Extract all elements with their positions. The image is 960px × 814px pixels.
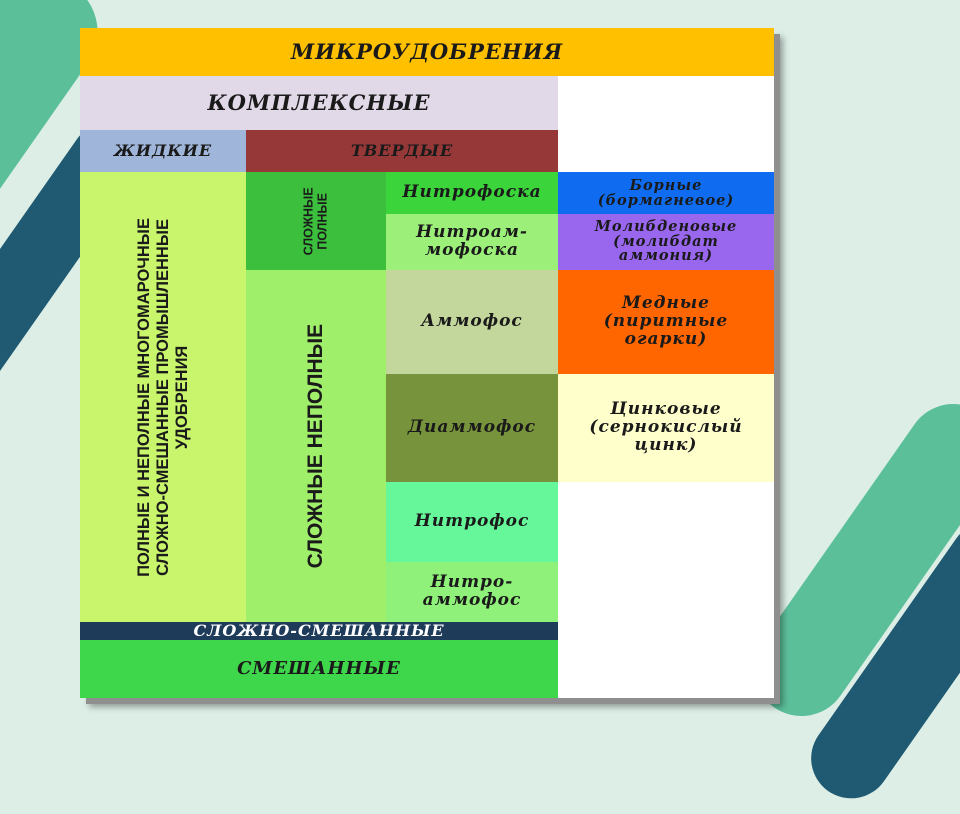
complex-mixed-band: СЛОЖНО-СМЕШАННЫЕ xyxy=(80,622,558,640)
complex-full-line-1: СЛОЖНЫЕ xyxy=(301,187,316,255)
complex-full-line-2: ПОЛНЫЕ xyxy=(315,192,330,250)
solid-header: ТВЕРДЫЕ xyxy=(246,130,558,172)
nitrofos-cell: Нитрофос xyxy=(386,482,558,562)
complex-partial-block xyxy=(246,270,386,622)
molybdenum-cell: Молибденовые (молибдат аммония) xyxy=(558,214,774,270)
mixed-band: СМЕШАННЫЕ xyxy=(80,640,558,698)
complex-partial-label: СЛОЖНЫЕ НЕПОЛНЫЕ xyxy=(303,323,327,569)
boron-cell: Борные (бормагневое) xyxy=(558,172,774,214)
title-banner: МИКРОУДОБРЕНИЯ xyxy=(80,28,774,76)
zinc-cell: Цинковые (сернокислый цинк) xyxy=(558,374,774,482)
nitrofoska-cell: Нитрофоска xyxy=(386,172,558,214)
liquid-header: ЖИДКИЕ xyxy=(80,130,246,172)
diammofos-cell: Диаммофос xyxy=(386,374,558,482)
copper-cell: Медные (пиритные огарки) xyxy=(558,270,774,374)
nitroammofoska-cell: Нитроам- мофоска xyxy=(386,214,558,270)
complex-full-block xyxy=(246,172,386,270)
ammofos-cell: Аммофос xyxy=(386,270,558,374)
diagram-card xyxy=(80,28,774,698)
multi-brand-fertilizers-block xyxy=(80,172,246,622)
multi-brand-line-3: УДОБРЕНИЯ xyxy=(172,345,191,449)
complex-header: КОМПЛЕКСНЫЕ xyxy=(80,76,558,130)
multi-brand-line-1: ПОЛНЫЕ И НЕПОЛНЫЕ МНОГОМАРОЧНЫЕ xyxy=(134,217,153,577)
nitroammofos-cell: Нитро- аммофос xyxy=(386,562,558,622)
multi-brand-line-2: СЛОЖНО-СМЕШАННЫЕ ПРОМЫШЛЕННЫЕ xyxy=(153,218,172,576)
